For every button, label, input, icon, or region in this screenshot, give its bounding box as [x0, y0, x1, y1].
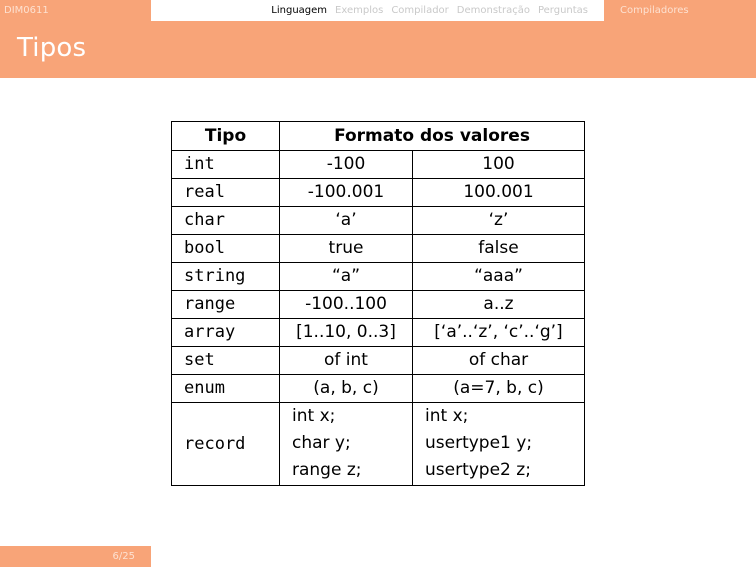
value-min: (a, b, c) [280, 375, 413, 403]
record-field: int x; [425, 406, 469, 426]
value-min: “a” [280, 263, 413, 291]
record-field: char y; [292, 433, 351, 453]
record-field: usertype2 z; [425, 460, 531, 480]
title-band [0, 21, 756, 78]
table-row [172, 207, 585, 235]
type-name: string [172, 263, 280, 291]
value-min: true [280, 235, 413, 263]
record-field: usertype1 y; [425, 433, 533, 453]
value-max: of char [413, 347, 585, 375]
table-row [172, 291, 585, 319]
record-fields-right [413, 403, 585, 486]
table-row [172, 235, 585, 263]
nav-item-linguagem[interactable]: Linguagem [271, 5, 328, 16]
type-name: char [172, 207, 280, 235]
header-formato: Formato dos valores [280, 122, 585, 151]
nav-item-exemplos[interactable]: Exemplos [335, 5, 384, 16]
value-max: “aaa” [413, 263, 585, 291]
table-row [172, 347, 585, 375]
type-name: bool [172, 235, 280, 263]
table-row [172, 179, 585, 207]
type-name: real [172, 179, 280, 207]
type-name: record [172, 403, 280, 486]
value-min: [1..10, 0..3] [280, 319, 413, 347]
table-row [172, 263, 585, 291]
value-max: false [413, 235, 585, 263]
table-row [172, 319, 585, 347]
value-min: of int [280, 347, 413, 375]
nav-item-compilador[interactable]: Compilador [391, 5, 449, 16]
value-min: ‘a’ [280, 207, 413, 235]
record-field: range z; [292, 460, 362, 480]
value-max: ‘z’ [413, 207, 585, 235]
nav-item-demonstracao[interactable]: Demonstração [456, 5, 530, 16]
type-name: array [172, 319, 280, 347]
header-tipo: Tipo [172, 122, 280, 151]
presentation-title: Compiladores [604, 0, 756, 21]
types-table [171, 121, 585, 486]
value-max: a..z [413, 291, 585, 319]
nav-item-perguntas[interactable]: Perguntas [537, 5, 588, 16]
page-number: 6/25 [0, 546, 151, 567]
table-row-record [172, 403, 585, 486]
type-name: set [172, 347, 280, 375]
table-row [172, 151, 585, 179]
value-max: 100 [413, 151, 585, 179]
course-code: DIM0611 [0, 0, 151, 21]
table-row [172, 375, 585, 403]
value-max: 100.001 [413, 179, 585, 207]
value-max: (a=7, b, c) [413, 375, 585, 403]
slide-title: Tipos [17, 33, 87, 63]
table-header-row [172, 122, 585, 151]
value-min: -100.001 [280, 179, 413, 207]
type-name: int [172, 151, 280, 179]
type-name: range [172, 291, 280, 319]
value-max: [‘a’..‘z’, ‘c’..‘g’] [413, 319, 585, 347]
record-field: int x; [292, 406, 336, 426]
type-name: enum [172, 375, 280, 403]
value-min: -100 [280, 151, 413, 179]
value-min: -100..100 [280, 291, 413, 319]
top-navigation-bar [0, 0, 756, 21]
section-nav [151, 0, 604, 21]
record-fields-left [280, 403, 413, 486]
